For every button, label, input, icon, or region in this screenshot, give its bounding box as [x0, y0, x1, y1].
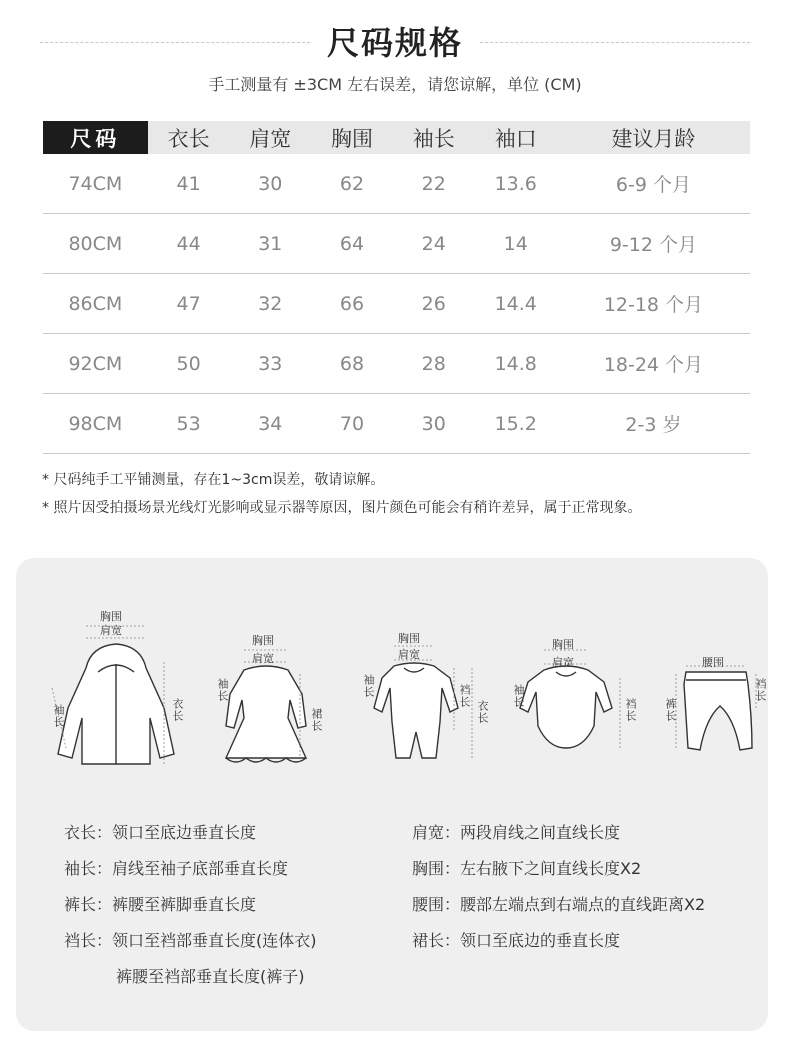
- cell-chest: 64: [311, 214, 393, 274]
- header-size: 尺码: [43, 121, 148, 154]
- title-divider-right: [480, 42, 750, 43]
- bodysuit-crotch-label: 裆长: [624, 698, 637, 722]
- romper-chest-label: 胸围: [398, 632, 420, 645]
- title-row: [40, 18, 750, 66]
- dress-skirt-label: 裙长: [310, 708, 323, 732]
- cell-shoulder: 32: [229, 274, 311, 334]
- romper-sleeve-label: 袖长: [362, 674, 375, 698]
- pants-outline-icon: [656, 618, 766, 768]
- table-row: [43, 334, 750, 394]
- table-row: [43, 274, 750, 334]
- dress-figure: [206, 618, 326, 768]
- cell-size: 92CM: [43, 334, 148, 394]
- cell-cuff: 14: [475, 214, 557, 274]
- cell-chest: 62: [311, 154, 393, 214]
- jacket-figure: [46, 610, 186, 768]
- cell-sleeve: 30: [393, 394, 475, 454]
- cell-age: 9-12 个月: [557, 214, 750, 274]
- bodysuit-sleeve-label: 袖长: [512, 684, 525, 708]
- note-item: * 照片因受拍摄场景光线灯光影响或显示器等原因，图片颜色可能会有稍许差异，属于正常现象。: [42, 494, 641, 522]
- jacket-outline-icon: [46, 618, 186, 768]
- cell-size: 86CM: [43, 274, 148, 334]
- table-header-row: [43, 121, 750, 154]
- bodysuit-figure: [506, 618, 636, 768]
- romper-length-label: 衣长: [476, 700, 489, 724]
- def-crotch-pants: 裤腰至裆部垂直长度(裤子): [116, 967, 305, 986]
- cell-length: 47: [148, 274, 230, 334]
- table-row: [43, 214, 750, 274]
- def-length: 衣长：领口至底边垂直长度: [64, 823, 257, 842]
- def-pants-length: 裤长：裤腰至裤脚垂直长度: [64, 895, 257, 914]
- table-row: [43, 394, 750, 454]
- header-sleeve: 袖长: [393, 121, 475, 154]
- jacket-chest-label: 胸围: [100, 610, 122, 623]
- cell-sleeve: 28: [393, 334, 475, 394]
- def-sleeve: 袖长：肩线至袖子底部垂直长度: [64, 859, 289, 878]
- def-waist: 腰围：腰部左端点到右端点的直线距离X2: [412, 895, 706, 914]
- jacket-sleeve-label: 袖长: [52, 704, 65, 728]
- notes: [42, 466, 641, 522]
- cell-age: 18-24 个月: [557, 334, 750, 394]
- page-title: 尺码规格: [326, 24, 463, 62]
- bodysuit-shoulder-label: 肩宽: [552, 656, 574, 669]
- cell-size: 80CM: [43, 214, 148, 274]
- cell-cuff: 14.8: [475, 334, 557, 394]
- size-table: [43, 121, 750, 454]
- header-chest: 胸围: [311, 121, 393, 154]
- cell-sleeve: 26: [393, 274, 475, 334]
- cell-chest: 68: [311, 334, 393, 394]
- def-shoulder: 肩宽：两段肩线之间直线长度: [412, 823, 621, 842]
- cell-chest: 66: [311, 274, 393, 334]
- cell-age: 6-9 个月: [557, 154, 750, 214]
- cell-shoulder: 34: [229, 394, 311, 454]
- bodysuit-chest-label: 胸围: [552, 638, 574, 651]
- cell-chest: 70: [311, 394, 393, 454]
- cell-cuff: 14.4: [475, 274, 557, 334]
- def-crotch: 裆长：领口至裆部垂直长度(连体衣): [64, 931, 317, 950]
- romper-figure: [346, 618, 489, 768]
- cell-sleeve: 24: [393, 214, 475, 274]
- romper-shoulder-label: 肩宽: [398, 648, 420, 661]
- cell-length: 53: [148, 394, 230, 454]
- garment-figures: [26, 610, 767, 778]
- cell-shoulder: 31: [229, 214, 311, 274]
- pants-length-label: 裤长: [664, 698, 677, 722]
- note-item: * 尺码纯手工平铺测量，存在1~3cm误差，敬请谅解。: [42, 466, 641, 494]
- dress-sleeve-label: 袖长: [216, 678, 229, 702]
- cell-shoulder: 30: [229, 154, 311, 214]
- header-cuff: 袖口: [475, 121, 557, 154]
- def-chest: 胸围：左右腋下之间直线长度X2: [412, 859, 642, 878]
- page-subtitle: 手工测量有 ±3CM 左右误差，请您谅解，单位 (CM): [208, 75, 582, 94]
- pants-crotch-label: 裆长: [754, 678, 767, 702]
- def-skirt: 裙长：领口至底边的垂直长度: [412, 931, 621, 950]
- header-length: 衣长: [148, 121, 230, 154]
- cell-shoulder: 33: [229, 334, 311, 394]
- romper-crotch-label: 裆长: [458, 684, 471, 708]
- cell-age: 2-3 岁: [557, 394, 750, 454]
- cell-size: 74CM: [43, 154, 148, 214]
- dress-chest-label: 胸围: [252, 634, 274, 647]
- header-age: 建议月龄: [557, 121, 750, 154]
- pants-figure: [656, 618, 766, 768]
- cell-size: 98CM: [43, 394, 148, 454]
- cell-length: 44: [148, 214, 230, 274]
- table-row: [43, 154, 750, 214]
- jacket-shoulder-label: 肩宽: [100, 624, 122, 637]
- measurement-guide-panel: [16, 558, 768, 1031]
- cell-length: 50: [148, 334, 230, 394]
- pants-waist-label: 腰围: [702, 656, 724, 669]
- dress-shoulder-label: 肩宽: [252, 652, 274, 665]
- jacket-length-label: 衣长: [171, 698, 184, 722]
- cell-cuff: 15.2: [475, 394, 557, 454]
- header-shoulder: 肩宽: [229, 121, 311, 154]
- cell-length: 41: [148, 154, 230, 214]
- cell-age: 12-18 个月: [557, 274, 750, 334]
- cell-sleeve: 22: [393, 154, 475, 214]
- cell-cuff: 13.6: [475, 154, 557, 214]
